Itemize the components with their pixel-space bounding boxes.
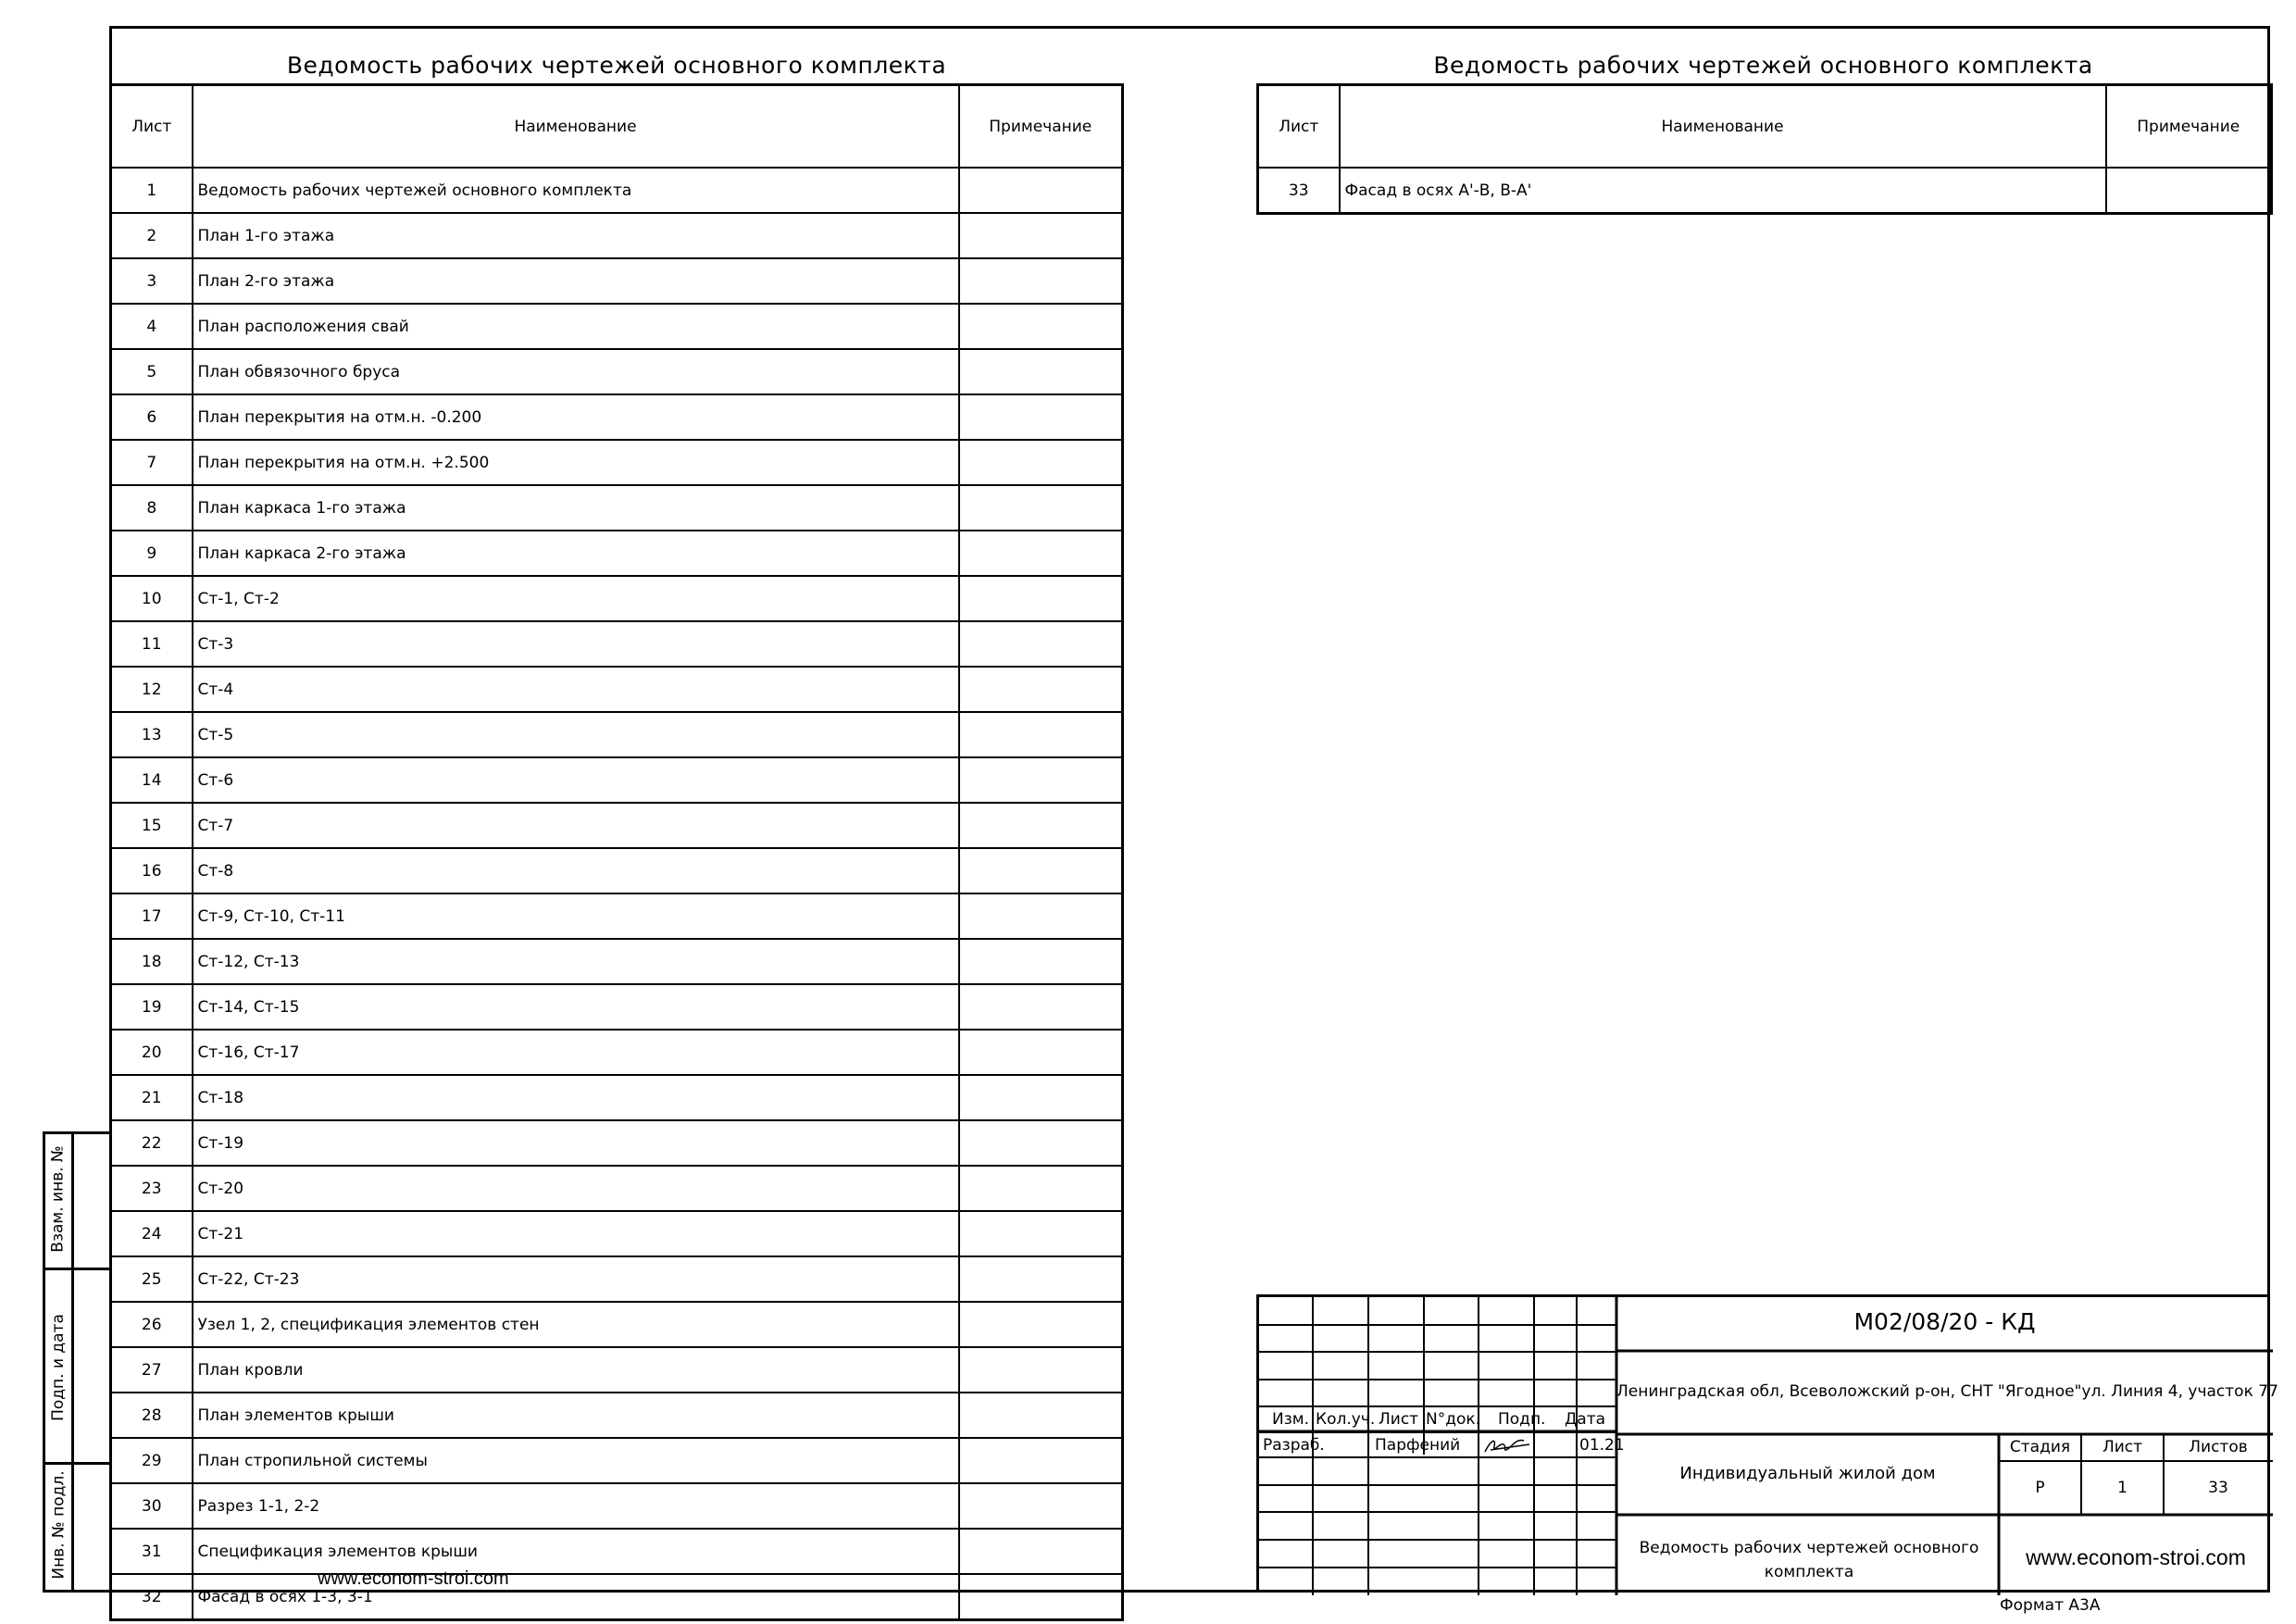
table-row xyxy=(111,1574,1123,1620)
row-sheet-note xyxy=(959,576,1123,621)
row-sheet-note xyxy=(959,1393,1123,1438)
row-sheet-note xyxy=(959,485,1123,531)
row-sheet-name: Ведомость рабочих чертежей основного комплекта xyxy=(193,168,959,213)
footer-site: www.econom-stroi.com xyxy=(318,1568,509,1589)
row-sheet-name: Ст-6 xyxy=(193,757,959,803)
row-sheet-number: 3 xyxy=(111,258,193,304)
row-sheet-number: 2 xyxy=(111,213,193,258)
right-table-title: Ведомость рабочих чертежей основного комплекта xyxy=(1433,52,2093,79)
row-sheet-number: 31 xyxy=(111,1529,193,1574)
row-sheet-name: Ст-8 xyxy=(193,848,959,893)
row-sheet-note xyxy=(959,712,1123,757)
table-row xyxy=(111,667,1123,712)
row-sheet-note xyxy=(959,1483,1123,1529)
row-sheet-name: Узел 1, 2, спецификация элементов стен xyxy=(193,1302,959,1347)
row-sheet-number: 28 xyxy=(111,1393,193,1438)
row-sheet-note xyxy=(959,304,1123,349)
row-sheet-name: План каркаса 1-го этажа xyxy=(193,485,959,531)
row-sheet-name: Ст-5 xyxy=(193,712,959,757)
side-label-podp: Подп. и дата xyxy=(48,1314,68,1421)
row-sheet-number: 8 xyxy=(111,485,193,531)
row-sheet-name: План обвязочного бруса xyxy=(193,349,959,394)
row-sheet-name: План расположения свай xyxy=(193,304,959,349)
row-sheet-note xyxy=(2106,168,2272,214)
table-row xyxy=(111,803,1123,848)
right-sheet-table xyxy=(1256,83,2273,215)
row-sheet-number: 16 xyxy=(111,848,193,893)
object-name: Индивидуальный жилой дом xyxy=(1679,1464,1936,1483)
row-sheet-note xyxy=(959,757,1123,803)
signature-icon xyxy=(1481,1433,1533,1459)
listov-label: Листов xyxy=(2189,1438,2248,1456)
side-stamp xyxy=(43,1131,112,1593)
row-sheet-note xyxy=(959,1120,1123,1166)
row-sheet-number: 33 xyxy=(1258,168,1340,214)
list-label: Лист xyxy=(2102,1438,2143,1456)
row-sheet-note xyxy=(959,440,1123,485)
row-sheet-name: План 1-го этажа xyxy=(193,213,959,258)
table-row xyxy=(111,1393,1123,1438)
row-sheet-number: 1 xyxy=(111,168,193,213)
row-sheet-number: 32 xyxy=(111,1574,193,1620)
row-sheet-number: 6 xyxy=(111,394,193,440)
title-block xyxy=(1256,1294,2278,1593)
left-table-title: Ведомость рабочих чертежей основного комплекта xyxy=(286,52,947,79)
col-label-list: Лист xyxy=(1379,1410,1419,1429)
row-sheet-name: Ст-19 xyxy=(193,1120,959,1166)
row-sheet-note xyxy=(959,349,1123,394)
row-sheet-note xyxy=(959,1574,1123,1620)
row-sheet-name: План стропильной системы xyxy=(193,1438,959,1483)
side-cell-podp xyxy=(45,1270,109,1465)
row-sheet-note xyxy=(959,1347,1123,1393)
listov-value: 33 xyxy=(2208,1479,2228,1497)
row-sheet-note xyxy=(959,939,1123,984)
header-note: Примечание xyxy=(959,85,1123,169)
list-value: 1 xyxy=(2117,1479,2128,1497)
table-row xyxy=(111,349,1123,394)
row-sheet-number: 7 xyxy=(111,440,193,485)
col-label-ndok: N°док. xyxy=(1426,1410,1481,1429)
table-row xyxy=(111,1529,1123,1574)
table-row xyxy=(111,1030,1123,1075)
row-sheet-name: Ст-14, Ст-15 xyxy=(193,984,959,1030)
table-row xyxy=(111,485,1123,531)
table-row xyxy=(111,1256,1123,1302)
table-row xyxy=(111,258,1123,304)
row-sheet-number: 30 xyxy=(111,1483,193,1529)
row-sheet-name: Ст-12, Ст-13 xyxy=(193,939,959,984)
row-sheet-note xyxy=(959,258,1123,304)
project-address: Ленинградская обл, Всеволожский р-он, СНТ "Ягодное"ул. Линия 4, участок 77 xyxy=(1616,1382,2278,1401)
document-code: М02/08/20 - КД xyxy=(1853,1308,2036,1335)
row-sheet-note xyxy=(959,1075,1123,1120)
table-row xyxy=(111,1483,1123,1529)
row-sheet-note xyxy=(959,848,1123,893)
row-sheet-number: 18 xyxy=(111,939,193,984)
row-sheet-note xyxy=(959,803,1123,848)
razrab-name: Парфений xyxy=(1375,1436,1461,1455)
row-sheet-name: Фасад в осях А'-В, В-А' xyxy=(1340,168,2106,214)
row-sheet-number: 22 xyxy=(111,1120,193,1166)
row-sheet-name: План кровли xyxy=(193,1347,959,1393)
side-cell-vzam xyxy=(45,1134,109,1270)
row-sheet-number: 26 xyxy=(111,1302,193,1347)
table-row xyxy=(111,1166,1123,1211)
stage-label: Стадия xyxy=(2009,1438,2071,1456)
row-sheet-number: 27 xyxy=(111,1347,193,1393)
table-header-row xyxy=(111,85,1123,169)
row-sheet-name: Ст-16, Ст-17 xyxy=(193,1030,959,1075)
side-label-inv: Инв. № подл. xyxy=(49,1470,69,1580)
row-sheet-number: 24 xyxy=(111,1211,193,1256)
row-sheet-number: 4 xyxy=(111,304,193,349)
row-sheet-name: Ст-21 xyxy=(193,1211,959,1256)
table-row xyxy=(111,893,1123,939)
table-row xyxy=(111,621,1123,667)
table-row xyxy=(111,848,1123,893)
row-sheet-note xyxy=(959,1166,1123,1211)
row-sheet-name: Разрез 1-1, 2-2 xyxy=(193,1483,959,1529)
row-sheet-name: Ст-22, Ст-23 xyxy=(193,1256,959,1302)
table-row xyxy=(111,984,1123,1030)
row-sheet-note xyxy=(959,1438,1123,1483)
row-sheet-name: Ст-7 xyxy=(193,803,959,848)
row-sheet-number: 11 xyxy=(111,621,193,667)
col-label-podp: Подп. xyxy=(1498,1410,1546,1429)
row-sheet-name: Ст-3 xyxy=(193,621,959,667)
row-sheet-name: Ст-18 xyxy=(193,1075,959,1120)
table-row xyxy=(111,213,1123,258)
row-sheet-number: 10 xyxy=(111,576,193,621)
table-row xyxy=(111,394,1123,440)
table-header-row xyxy=(1258,85,2272,169)
row-sheet-number: 23 xyxy=(111,1166,193,1211)
table-row xyxy=(111,1211,1123,1256)
razrab-label: Разраб. xyxy=(1263,1436,1325,1455)
row-sheet-name: Ст-9, Ст-10, Ст-11 xyxy=(193,893,959,939)
row-sheet-note xyxy=(959,621,1123,667)
row-sheet-number: 14 xyxy=(111,757,193,803)
row-sheet-note xyxy=(959,1211,1123,1256)
razrab-date: 01.21 xyxy=(1579,1436,1625,1455)
row-sheet-name: Ст-1, Ст-2 xyxy=(193,576,959,621)
row-sheet-name: План перекрытия на отм.н. -0.200 xyxy=(193,394,959,440)
row-sheet-note xyxy=(959,1529,1123,1574)
header-note: Примечание xyxy=(2106,85,2272,169)
table-row xyxy=(111,939,1123,984)
row-sheet-number: 20 xyxy=(111,1030,193,1075)
table-row xyxy=(111,757,1123,803)
row-sheet-number: 29 xyxy=(111,1438,193,1483)
table-row xyxy=(111,576,1123,621)
table-row xyxy=(111,168,1123,213)
table-row xyxy=(111,1438,1123,1483)
row-sheet-name: Спецификация элементов крыши xyxy=(193,1529,959,1574)
row-sheet-note xyxy=(959,168,1123,213)
table-row xyxy=(111,1347,1123,1393)
row-sheet-name: Ст-20 xyxy=(193,1166,959,1211)
row-sheet-note xyxy=(959,984,1123,1030)
row-sheet-note xyxy=(959,667,1123,712)
row-sheet-note xyxy=(959,893,1123,939)
row-sheet-number: 19 xyxy=(111,984,193,1030)
table-row xyxy=(111,304,1123,349)
row-sheet-name: План 2-го этажа xyxy=(193,258,959,304)
table-row xyxy=(111,1075,1123,1120)
table-row xyxy=(1258,168,2272,214)
row-sheet-number: 15 xyxy=(111,803,193,848)
row-sheet-number: 25 xyxy=(111,1256,193,1302)
row-sheet-number: 9 xyxy=(111,531,193,576)
row-sheet-number: 12 xyxy=(111,667,193,712)
header-name: Наименование xyxy=(193,85,959,169)
row-sheet-name: План элементов крыши xyxy=(193,1393,959,1438)
table-row xyxy=(111,712,1123,757)
row-sheet-number: 13 xyxy=(111,712,193,757)
row-sheet-note xyxy=(959,213,1123,258)
format-label: Формат А3А xyxy=(2000,1596,2101,1615)
row-sheet-name: План перекрытия на отм.н. +2.500 xyxy=(193,440,959,485)
col-label-data: Дата xyxy=(1565,1410,1606,1429)
row-sheet-note xyxy=(959,1030,1123,1075)
row-sheet-number: 17 xyxy=(111,893,193,939)
row-sheet-name: Ст-4 xyxy=(193,667,959,712)
row-sheet-number: 5 xyxy=(111,349,193,394)
table-row xyxy=(111,1302,1123,1347)
row-sheet-name: Фасад в осях 1-3, 3-1 xyxy=(193,1574,959,1620)
stage-value: Р xyxy=(2035,1479,2045,1497)
side-cell-inv xyxy=(45,1465,109,1590)
header-name: Наименование xyxy=(1340,85,2106,169)
row-sheet-note xyxy=(959,394,1123,440)
header-sheet: Лист xyxy=(111,85,193,169)
row-sheet-number: 21 xyxy=(111,1075,193,1120)
table-row xyxy=(111,440,1123,485)
col-label-koluch: Кол.уч. xyxy=(1316,1410,1376,1429)
row-sheet-note xyxy=(959,1302,1123,1347)
row-sheet-note xyxy=(959,531,1123,576)
row-sheet-note xyxy=(959,1256,1123,1302)
table-row xyxy=(111,1120,1123,1166)
sheet-title: Ведомость рабочих чертежей основного комплекта xyxy=(1639,1539,1979,1581)
col-label-izm: Изм. xyxy=(1272,1410,1309,1429)
side-label-vzam: Взам. инв. № xyxy=(48,1145,68,1253)
left-sheet-table xyxy=(109,83,1124,1621)
table-row xyxy=(111,531,1123,576)
header-sheet: Лист xyxy=(1258,85,1340,169)
title-block-site: www.econom-stroi.com xyxy=(2026,1545,2246,1569)
row-sheet-name: План каркаса 2-го этажа xyxy=(193,531,959,576)
